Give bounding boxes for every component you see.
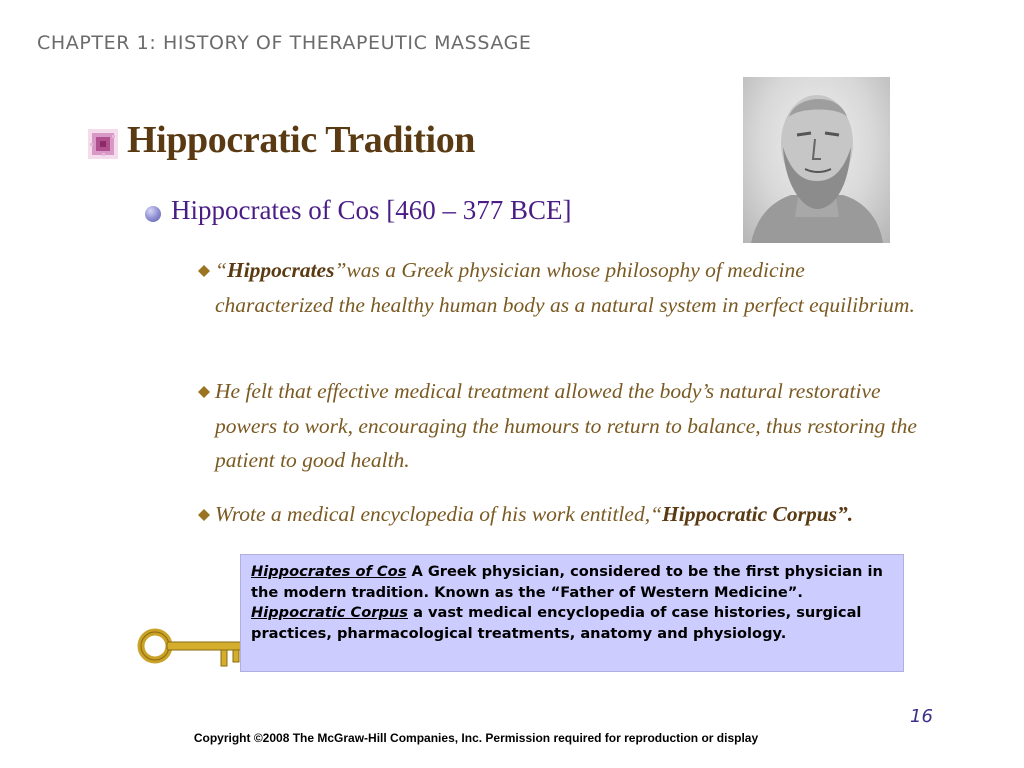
key-note-box xyxy=(240,554,904,672)
slide-subheading: Hippocrates of Cos [460 – 377 BCE] xyxy=(171,195,572,225)
page-number: 16 xyxy=(910,706,933,727)
key-term: Hippocratic Corpus xyxy=(251,604,408,621)
bullet-item: Wrote a medical encyclopedia of his work entitled,“Hippocratic Corpus”. xyxy=(215,502,854,526)
slide-heading: Hippocratic Tradition xyxy=(127,119,476,161)
chapter-title: CHAPTER 1: HISTORY OF THERAPEUTIC MASSAGE xyxy=(37,32,532,54)
copyright-footer: Copyright ©2008 The McGraw-Hill Companies, Inc. Permission required for reproduction or display xyxy=(193,731,759,745)
diamond-bullet-icon xyxy=(197,385,211,399)
key-definition: A Greek physician, considered to be the first physician in the modern tradition. Known as the “Father of Western Medicine”. xyxy=(251,563,883,601)
diamond-bullet-icon xyxy=(197,264,211,278)
subheading-bullet-icon xyxy=(145,206,161,222)
hippocrates-bust-image xyxy=(743,77,890,243)
key-term: Hippocrates of Cos xyxy=(251,563,407,580)
bullet-item: He felt that effective medical treatment allowed the body’s natural restorative powers to work, encouraging the humours to return to balance, thus restoring the patient to good health. xyxy=(215,379,917,472)
gold-key-icon xyxy=(137,620,247,672)
bullet-item: “Hippocrates”was a Greek physician whose philosophy of medicine characterized the healthy human body as a natural system in perfect equilibrium. xyxy=(215,258,915,317)
heading-bullet-icon xyxy=(88,129,118,159)
diamond-bullet-icon xyxy=(197,508,211,522)
key-definition: a vast medical encyclopedia of case histories, surgical practices, pharmacological treatments, anatomy and physiology. xyxy=(251,604,862,642)
